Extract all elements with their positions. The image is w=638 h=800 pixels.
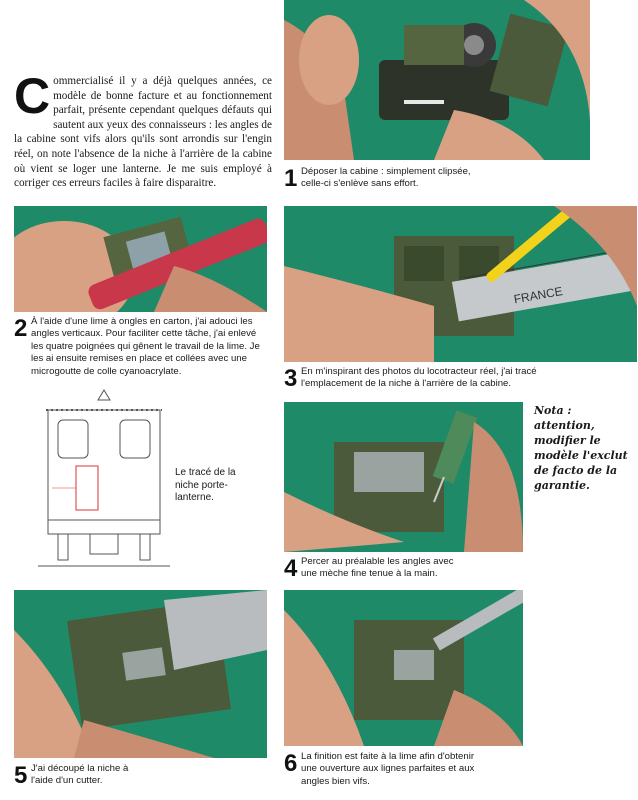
- photo-step-4: [284, 402, 523, 552]
- step-3-number: 3: [284, 365, 298, 392]
- intro-paragraph: [14, 68, 272, 191]
- warranty-note: Nota : attention, modifier le modèle l'exclut de facto de la garantie.: [534, 404, 628, 492]
- step-5-number: 5: [14, 762, 28, 789]
- dropcap-letter: C: [14, 68, 51, 124]
- step-4-number: 4: [284, 555, 298, 582]
- drawing-label: Le tracé de la niche porte-lanterne.: [175, 467, 236, 503]
- step-6-caption: La finition est faite à la lime afin d'obtenir une ouverture aux lignes parfaites et aux angles bien vifs.: [301, 751, 475, 787]
- step-3-caption: En m'inspirant des photos du locotracteur réel, j'ai tracé l'emplacement de la niche à l'arrière de la cabine.: [301, 366, 537, 390]
- step-6-number: 6: [284, 750, 298, 777]
- step-2-number: 2: [14, 315, 28, 342]
- photo-step-2: [14, 206, 267, 312]
- photo-step-3: [284, 206, 637, 362]
- photo-step-5: [14, 590, 267, 758]
- step-5-caption: J'ai découpé la niche à l'aide d'un cutter.: [31, 763, 129, 787]
- step-4-caption: Percer au préalable les angles avec une mèche fine tenue à la main.: [301, 556, 454, 580]
- photo-step-1: [284, 0, 590, 160]
- photo-step-6: [284, 590, 523, 746]
- intro-text: ommercialisé il y a déjà quelques années, ce modèle de bonne facture et au fonctionnement parfait, présente cependant quelques défauts qui sautent aux yeux des connaisseurs : les angles de la cabine sont vifs alors qu'ils sont arrondis sur l'engin réel, on note l'absence de la niche à l'arrière de la cabine où vient se loger une lanterne. Je me suis employé à corriger ces erreurs faciles à faire disparaitre.: [14, 75, 272, 190]
- drawing-niche: [38, 386, 170, 580]
- ruler-text: FRANCE: [512, 283, 564, 307]
- step-2-caption: À l'aide d'une lime à ongles en carton, j'ai adouci les angles verticaux. Pour faciliter cette tâche, j'ai enlevé les quatre poignées qui gênent le travail de la lime. Je les ai ensuite remises en place et collées avec une microgoutte de colle cyanoacrylate.: [31, 316, 260, 377]
- step-1-number: 1: [284, 165, 298, 192]
- step-1-caption: Déposer la cabine : simplement clipsée, celle-ci s'enlève sans effort.: [301, 166, 471, 190]
